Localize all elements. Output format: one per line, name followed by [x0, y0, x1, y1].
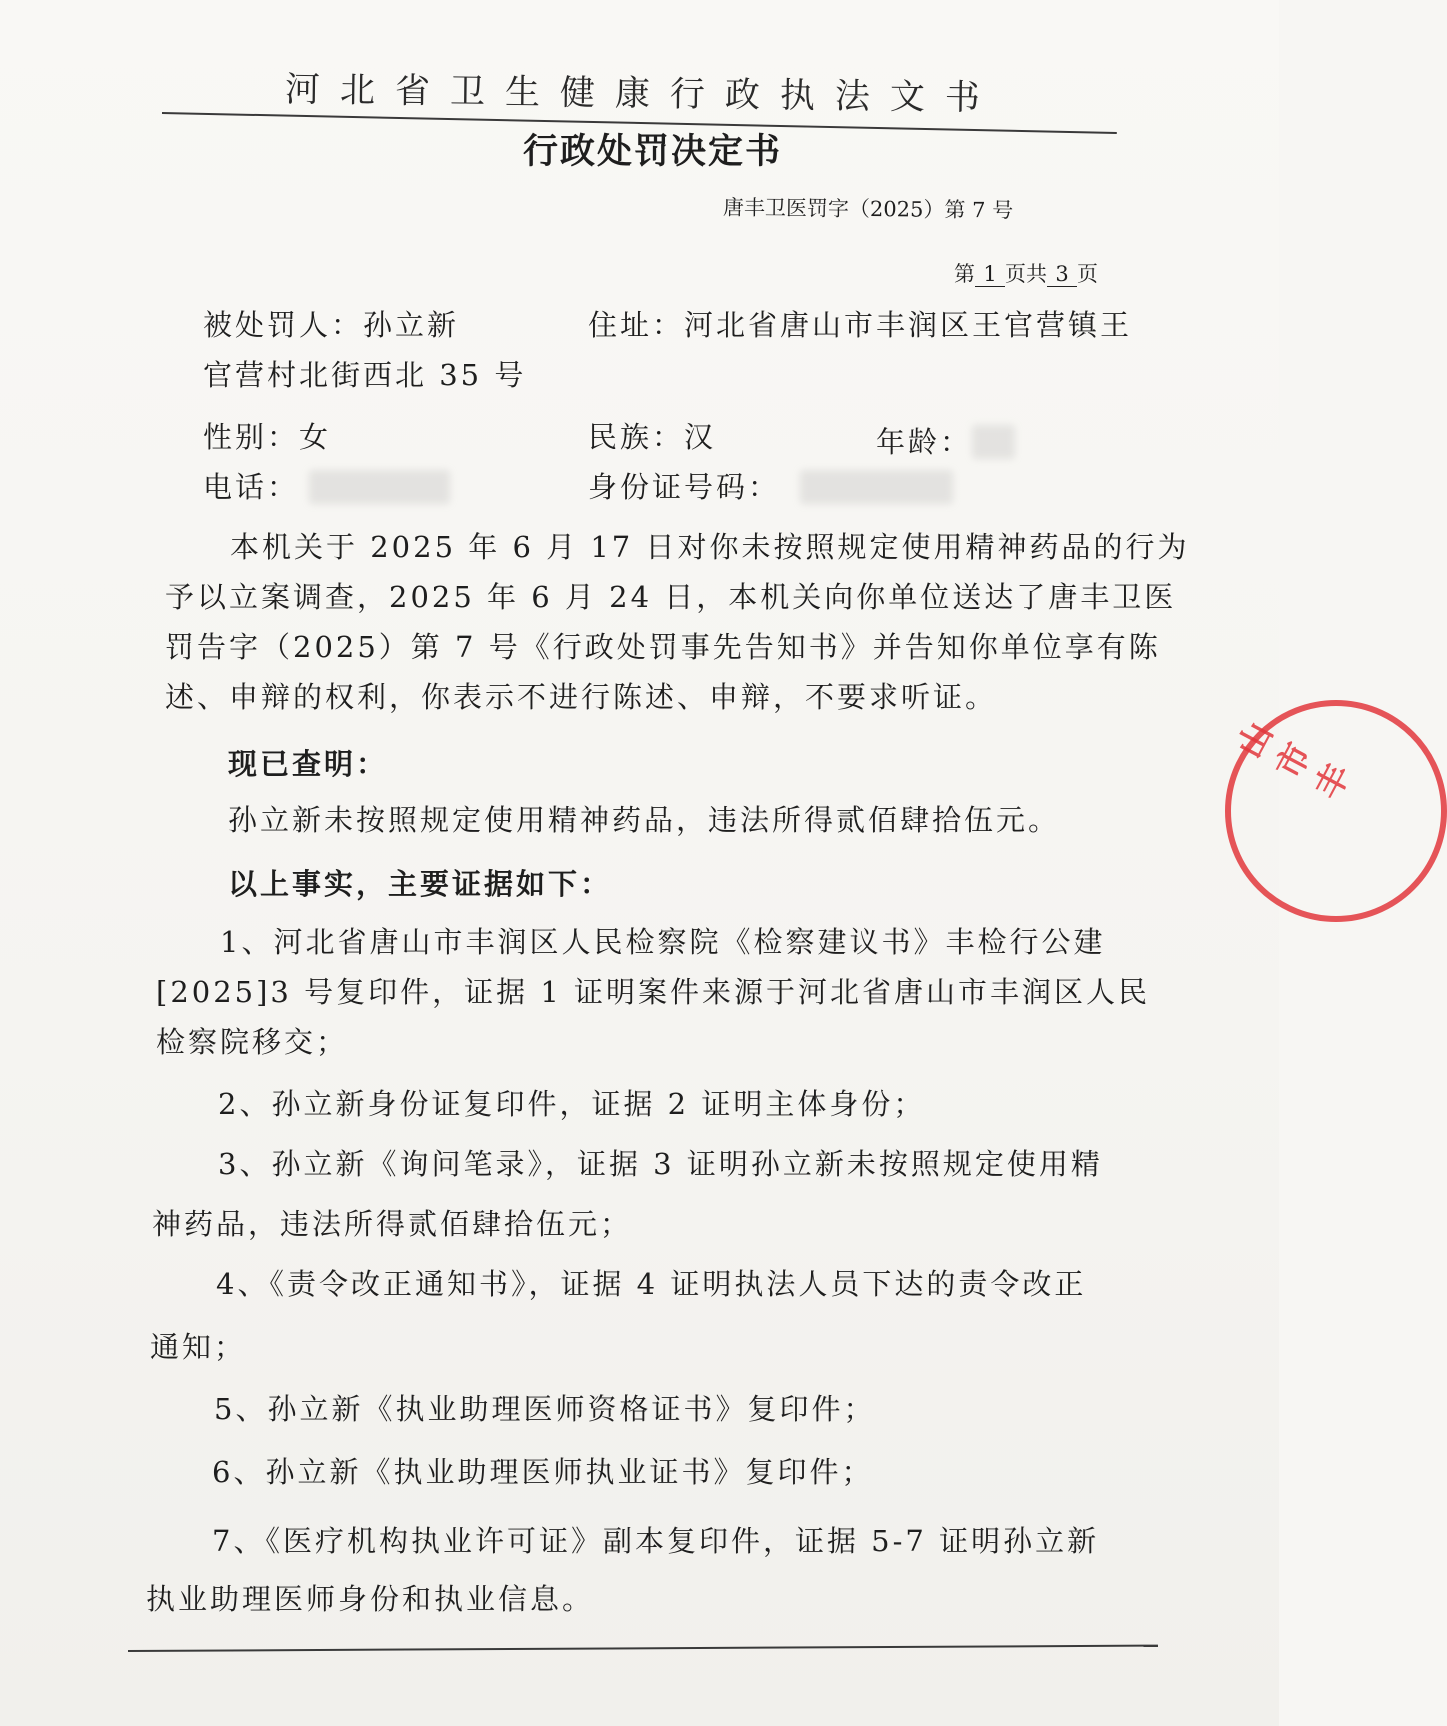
intro-line-4: 述、申辩的权利，你表示不进行陈述、申辩，不要求听证。: [165, 680, 998, 714]
address-line2: 官营村北街西北 35 号: [203, 358, 527, 392]
ethnicity-label: 民族：: [588, 420, 685, 454]
gender-value: 女: [299, 420, 332, 454]
evidence-line-6: 神药品，违法所得贰佰肆拾伍元；: [152, 1207, 633, 1241]
evidence-line-11: 7、《医疗机构执业许可证》副本复印件，证据 5-7 证明孙立新: [212, 1524, 1100, 1558]
evidence-line-4: 2、孙立新身份证复印件，证据 2 证明主体身份；: [218, 1087, 926, 1121]
age-label: 年龄：: [876, 425, 973, 459]
page-middle: 页共: [1005, 262, 1047, 286]
intro-line-2: 予以立案调查，2025 年 6 月 24 日，本机关向你单位送达了唐丰卫医: [165, 580, 1177, 614]
footer-rule: [128, 1645, 1158, 1652]
evidence-heading: 以上事实，主要证据如下：: [228, 867, 613, 901]
findings-heading: 现已查明：: [228, 747, 389, 781]
name-field: [203, 303, 459, 344]
findings-text: 孙立新未按照规定使用精神药品，违法所得贰佰肆拾伍元。: [228, 803, 1061, 837]
evidence-line-3: 检察院移交；: [156, 1025, 349, 1059]
evidence-line-10: 6、孙立新《执业助理医师执业证书》复印件；: [212, 1455, 874, 1489]
address-label: 住址：: [588, 308, 685, 342]
id-field: [588, 465, 953, 506]
page-suffix: 页: [1077, 262, 1098, 286]
ethnicity-value: 汉: [684, 420, 717, 454]
gender-field: [203, 415, 331, 456]
seal-text: 山市丰: [1229, 715, 1360, 807]
page-indicator: [954, 258, 1098, 288]
id-label: 身份证号码：: [588, 470, 781, 504]
org-title: 河北省卫生健康行政执法文书: [284, 70, 1001, 119]
name-label: 被处罚人：: [203, 308, 364, 342]
name-value: 孙立新: [363, 308, 460, 342]
intro-line-3: 罚告字（2025）第 7 号《行政处罚事先告知书》并告知你单位享有陈: [165, 630, 1161, 664]
page-prefix: 第: [954, 262, 975, 286]
evidence-line-5: 3、孙立新《询问笔录》，证据 3 证明孙立新未按照规定使用精: [218, 1147, 1103, 1181]
page-current: 1: [975, 262, 1005, 287]
evidence-line-12: 执业助理医师身份和执业信息。: [146, 1582, 595, 1616]
page-total: 3: [1047, 262, 1077, 287]
ethnicity-field: [588, 415, 716, 456]
id-redacted: [800, 470, 953, 504]
evidence-line-8: 通知；: [150, 1330, 247, 1364]
evidence-line-7: 4、《责令改正通知书》，证据 4 证明执法人员下达的责令改正: [216, 1267, 1087, 1301]
age-field: [876, 420, 1015, 461]
phone-field: [203, 465, 450, 506]
phone-redacted: [309, 470, 450, 504]
doc-title: 行政处罚决定书: [523, 132, 783, 172]
gender-label: 性别：: [203, 420, 300, 454]
phone-label: 电话：: [203, 470, 300, 504]
address-value: 河北省唐山市丰润区王官营镇王: [684, 308, 1133, 342]
address-field: [588, 303, 1132, 344]
evidence-line-1: 1、河北省唐山市丰润区人民检察院《检察建议书》丰检行公建: [220, 925, 1106, 959]
intro-line-1: 本机关于 2025 年 6 月 17 日对你未按照规定使用精神药品的行为: [230, 530, 1190, 564]
doc-number: 唐丰卫医罚字（2025）第 7 号: [722, 195, 1014, 223]
evidence-line-9: 5、孙立新《执业助理医师资格证书》复印件；: [214, 1392, 876, 1426]
evidence-line-2: [2025]3 号复印件，证据 1 证明案件来源于河北省唐山市丰润区人民: [156, 975, 1150, 1009]
age-redacted: [972, 425, 1015, 459]
